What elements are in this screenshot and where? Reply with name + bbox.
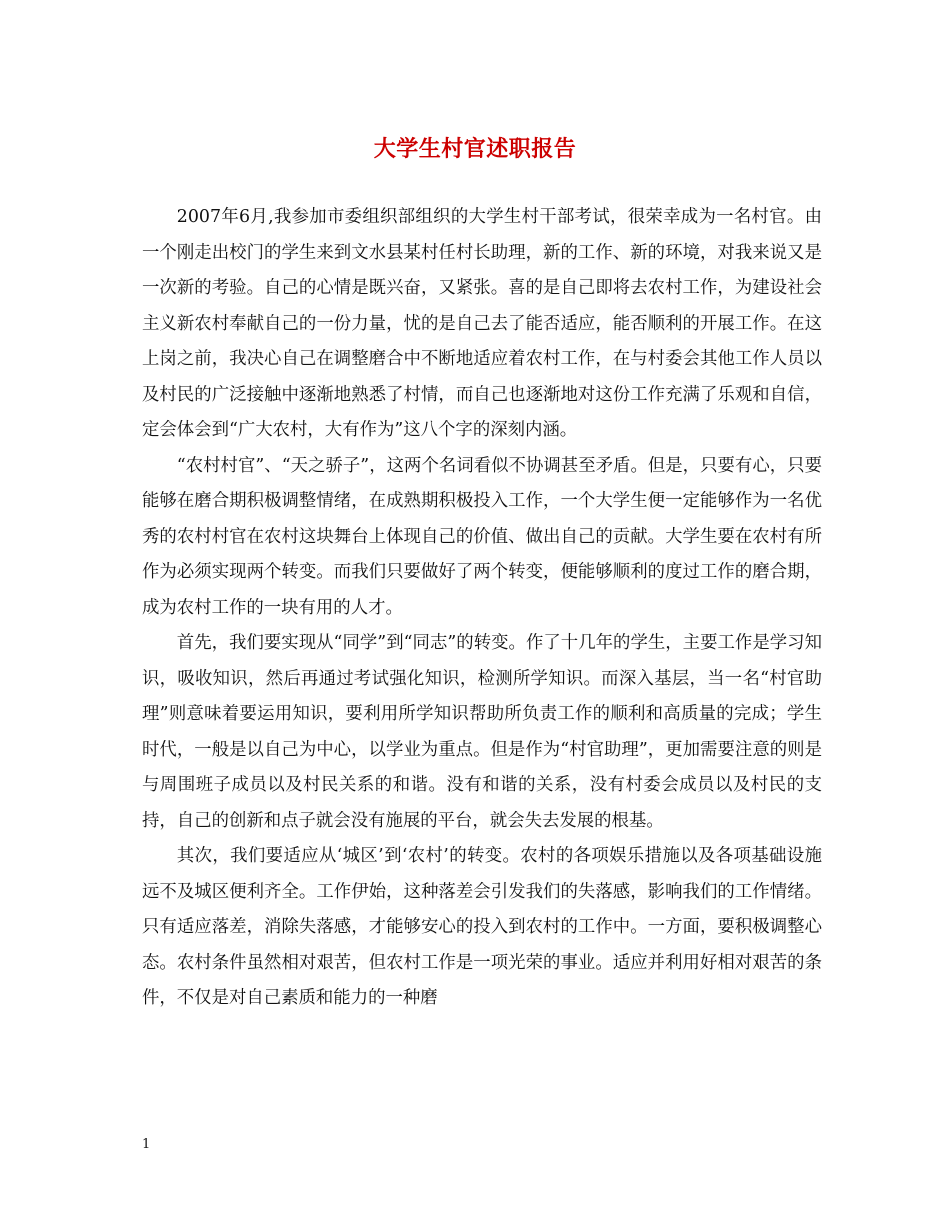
page-number: 1 [142,1137,151,1152]
paragraph: “农村村官”、“天之骄子”，这两个名词看似不协调甚至矛盾。但是，只要有心，只要能够在磨合期积极调整情绪，在成熟期积极投入工作，一个大学生便一定能够作为一名优秀的农村村官在农村这块舞台上体现自己的价值、做出自己的贡献。大学生要在农村有所作为必须实现两个转变。而我们只要做好了两个转变，便能够顺利的度过工作的磨合期，成为农村工作的一块有用的人才。 [142,455,822,618]
paragraph: 2007年6月,我参加市委组织部组织的大学生村干部考试，很荣幸成为一名村官。由一个刚走出校门的学生来到文水县某村任村长助理，新的工作、新的环境，对我来说又是一次新的考验。自己的心情是既兴奋，又紧张。喜的是自己即将去农村工作，为建设社会主义新农村奉献自己的一份力量，忧的是自己去了能否适应，能否顺利的开展工作。在这上岗之前，我决心自己在调整磨合中不断地适应着农村工作，在与村委会其他工作人员以及村民的广泛接触中逐渐地熟悉了村情，而自己也逐渐地对这份工作充满了乐观和自信，定会体会到“广大农村，大有作为”这八个字的深刻内涵。 [142,207,822,440]
paragraph: 其次，我们要适应从‘城区’到‘农村’的转变。农村的各项娱乐措施以及各项基础设施远不及城区便利齐全。工作伊始，这种落差会引发我们的失落感，影响我们的工作情绪。只有适应落差，消除失落感，才能够安心的投入到农村的工作中。一方面，要积极调整心态。农村条件虽然相对艰苦，但农村工作是一项光荣的事业。适应并利用好相对艰苦的条件，不仅是对自己素质和能力的一种磨 [142,846,822,1008]
document-title: 大学生村官述职报告 [373,136,577,162]
document-body [142,200,822,1017]
paragraph: 首先，我们要实现从“同学”到“同志”的转变。作了十几年的学生，主要工作是学习知识，吸收知识，然后再通过考试强化知识，检测所学知识。而深入基层，当一名“村官助理”则意味着要运用知识，要利用所学知识帮助所负责工作的顺利和高质量的完成；学生时代，一般是以自己为中心，以学业为重点。但是作为“村官助理”，更加需要注意的则是与周围班子成员以及村民关系的和谐。没有和谐的关系，没有村委会成员以及村民的支持，自己的创新和点子就会没有施展的平台，就会失去发展的根基。 [142,633,822,831]
